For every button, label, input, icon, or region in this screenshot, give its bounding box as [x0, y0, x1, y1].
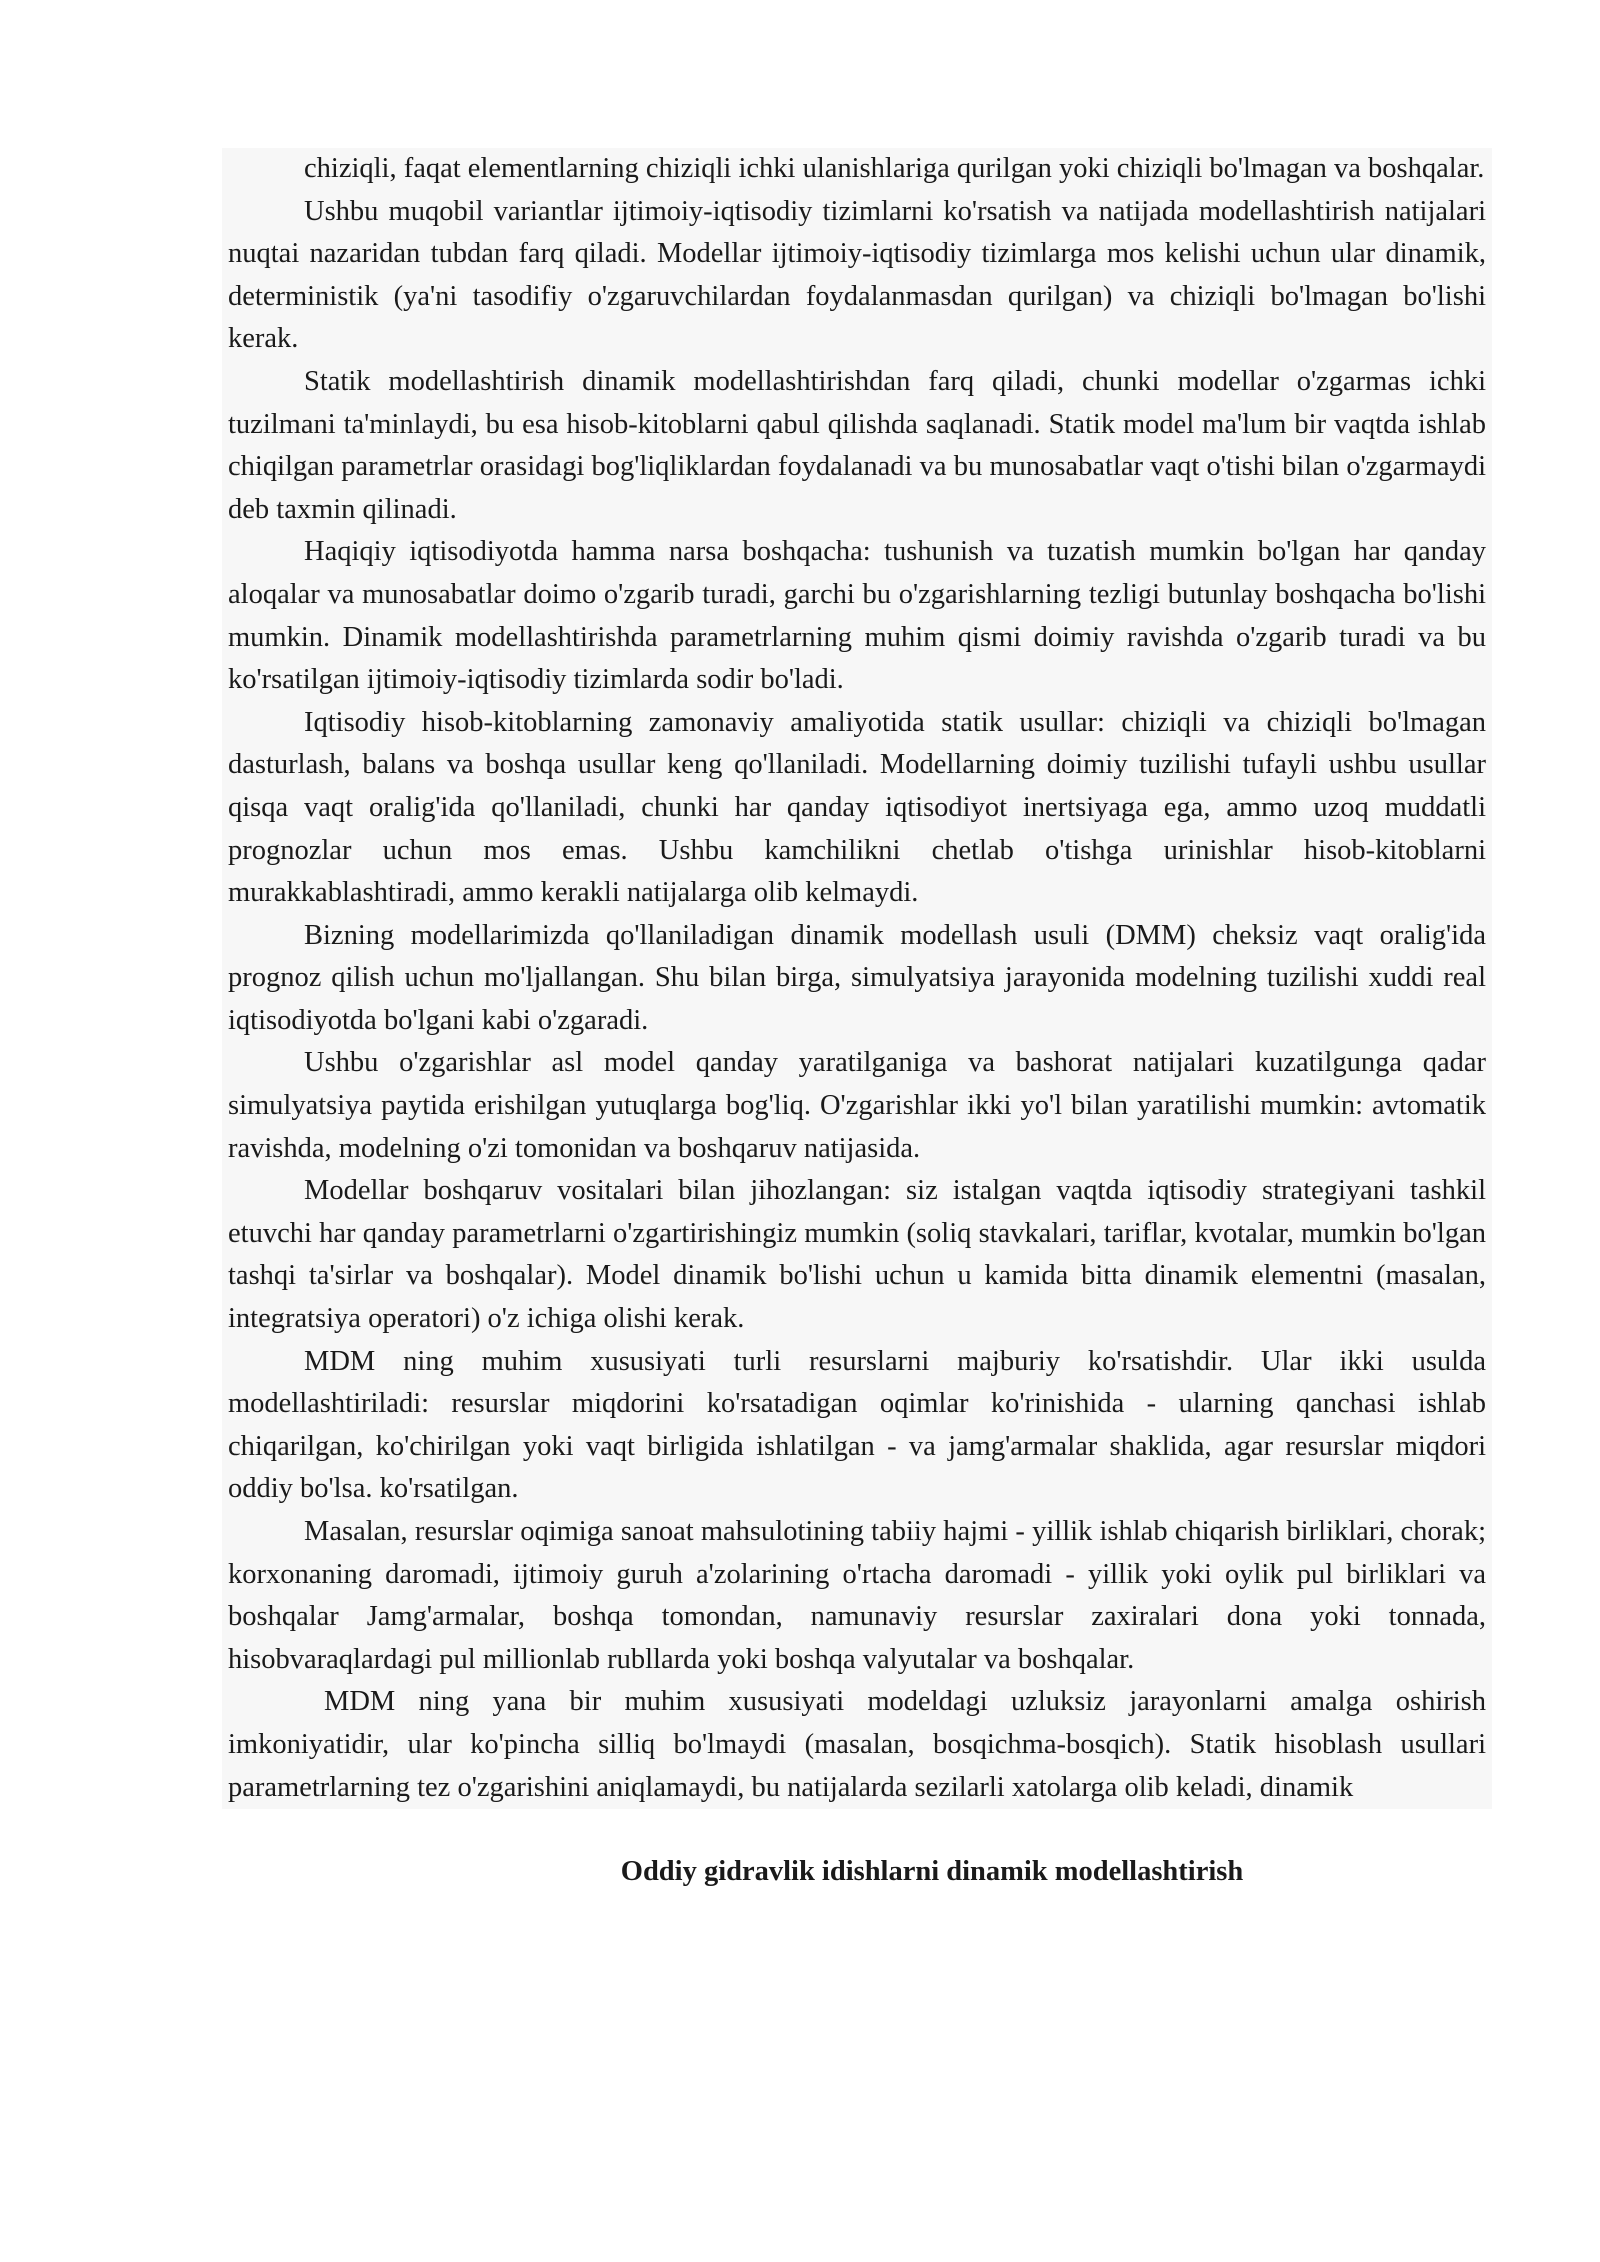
paragraph-8: Modellar boshqaruv vositalari bilan jihozlangan: siz istalgan vaqtda iqtisodiy strategiyani tashkil etuvchi har qanday parametrlarni o'zgartirishingiz mumkin (soliq stavkalari, tariflar, kvotalar, mumkin bo'lgan tashqi ta'sirlar va boshqalar). Model dinamik bo'lishi uchun u kamida bitta dinamik elementni (masalan, integratsiya operatori) o'z ichiga olishi kerak. — [228, 1175, 1486, 1335]
paragraph-3: Statik modellashtirish dinamik modellashtirishdan farq qiladi, chunki modellar o'zgarmas ichki tuzilmani ta'minlaydi, bu esa hisob-kitoblarni qabul qilishda saqlanadi. Statik model ma'lum bir vaqtda ishlab chiqilgan parametrlar orasidagi bog'liqliklardan foydalanadi va bu munosabatlar vaqt o'tishi bilan o'zgarmaydi deb taxmin qilinadi. — [228, 365, 1486, 525]
paragraph-10: Masalan, resurslar oqimiga sanoat mahsulotining tabiiy hajmi - yillik ishlab chiqarish birliklari, chorak; korxonaning daromadi, ijtimoiy guruh a'zolarining o'rtacha daromadi - yillik yoki oylik pul birliklari va boshqalar Jamg'armalar, boshqa tomondan, namunaviy resurslar zaxiralari dona yoki tonnada, hisobvaraqlardagi pul millionlab rubllarda yoki boshqa valyutalar va boshqalar. — [228, 1516, 1486, 1675]
document-page — [228, 148, 1486, 1893]
paragraph-11: MDM ning yana bir muhim xususiyati modeldagi uzluksiz jarayonlarni amalga oshirish imkoniyatidir, ular ko'pincha silliq bo'lmaydi (masalan, bosqichma-bosqich). Statik hisoblash usullari parametrlarning tez o'zgarishini aniqlamaydi, bu natijalarda sezilarli xatolarga olib keladi, dinamik — [228, 1686, 1486, 1803]
paragraph-2: Ushbu muqobil variantlar ijtimoiy-iqtisodiy tizimlarni ko'rsatish va natijada modellashtirish natijalari nuqtai nazaridan tubdan farq qiladi. Modellar ijtimoiy-iqtisodiy tizimlarga mos kelishi uchun ular dinamik, deterministik (ya'ni tasodifiy o'zgaruvchilardan foydalanmasdan qurilgan) va chiziqli bo'lmagan bo'lishi kerak. — [228, 195, 1486, 355]
paragraph-9: MDM ning muhim xususiyati turli resurslarni majburiy ko'rsatishdir. Ular ikki usulda modellashtiriladi: resurslar miqdorini ko'rsatadigan oqimlar ko'rinishida - ularning qanchasi ishlab chiqarilgan, ko'chirilgan yoki vaqt birligida ishlatilgan - va jamg'armalar shaklida, agar resurslar miqdori oddiy bo'lsa. ko'rsatilgan. — [228, 1345, 1486, 1505]
body-text — [222, 148, 1492, 1809]
paragraph-4: Haqiqiy iqtisodiyotda hamma narsa boshqacha: tushunish va tuzatish mumkin bo'lgan har qanday aloqalar va munosabatlar doimo o'zgarib turadi, garchi bu o'zgarishlarning tezligi butunlay boshqacha bo'lishi mumkin. Dinamik modellashtirishda parametrlarning muhim qismi doimiy ravishda o'zgarib turadi va bu ko'rsatilgan ijtimoiy-iqtisodiy tizimlarda sodir bo'ladi. — [228, 536, 1486, 696]
section-heading: Oddiy gidravlik idishlarni dinamik modellashtirish — [620, 1856, 1244, 1888]
paragraph-7: Ushbu o'zgarishlar asl model qanday yaratilganiga va bashorat natijalari kuzatilgunga qadar simulyatsiya paytida erishilgan yutuqlarga bog'liq. O'zgarishlar ikki yo'l bilan yaratilishi mumkin: avtomatik ravishda, modelning o'zi tomonidan va boshqaruv natijasida. — [228, 1047, 1486, 1164]
paragraph-1: chiziqli, faqat elementlarning chiziqli ichki ulanishlariga qurilgan yoki chiziqli bo'lmagan va boshqalar. — [304, 153, 1485, 184]
paragraph-5: Iqtisodiy hisob-kitoblarning zamonaviy amaliyotida statik usullar: chiziqli va chiziqli bo'lmagan dasturlash, balans va boshqa usullar keng qo'llaniladi. Modellarning doimiy tuzilishi tufayli ushbu usullar qisqa vaqt oralig'ida qo'llaniladi, chunki har qanday iqtisodiyot inertsiyaga ega, ammo uzoq muddatli prognozlar uchun mos emas. Ushbu kamchilikni chetlab o'tishga urinishlar hisob-kitoblarni murakkablashtiradi, ammo kerakli natijalarga olib kelmaydi. — [228, 706, 1486, 909]
paragraph-6: Bizning modellarimizda qo'llaniladigan dinamik modellash usuli (DMM) cheksiz vaqt oralig'ida prognoz qilish uchun mo'ljallangan. Shu bilan birga, simulyatsiya jarayonida modelning tuzilishi xuddi real iqtisodiyotda bo'lgani kabi o'zgaradi. — [228, 919, 1486, 1036]
